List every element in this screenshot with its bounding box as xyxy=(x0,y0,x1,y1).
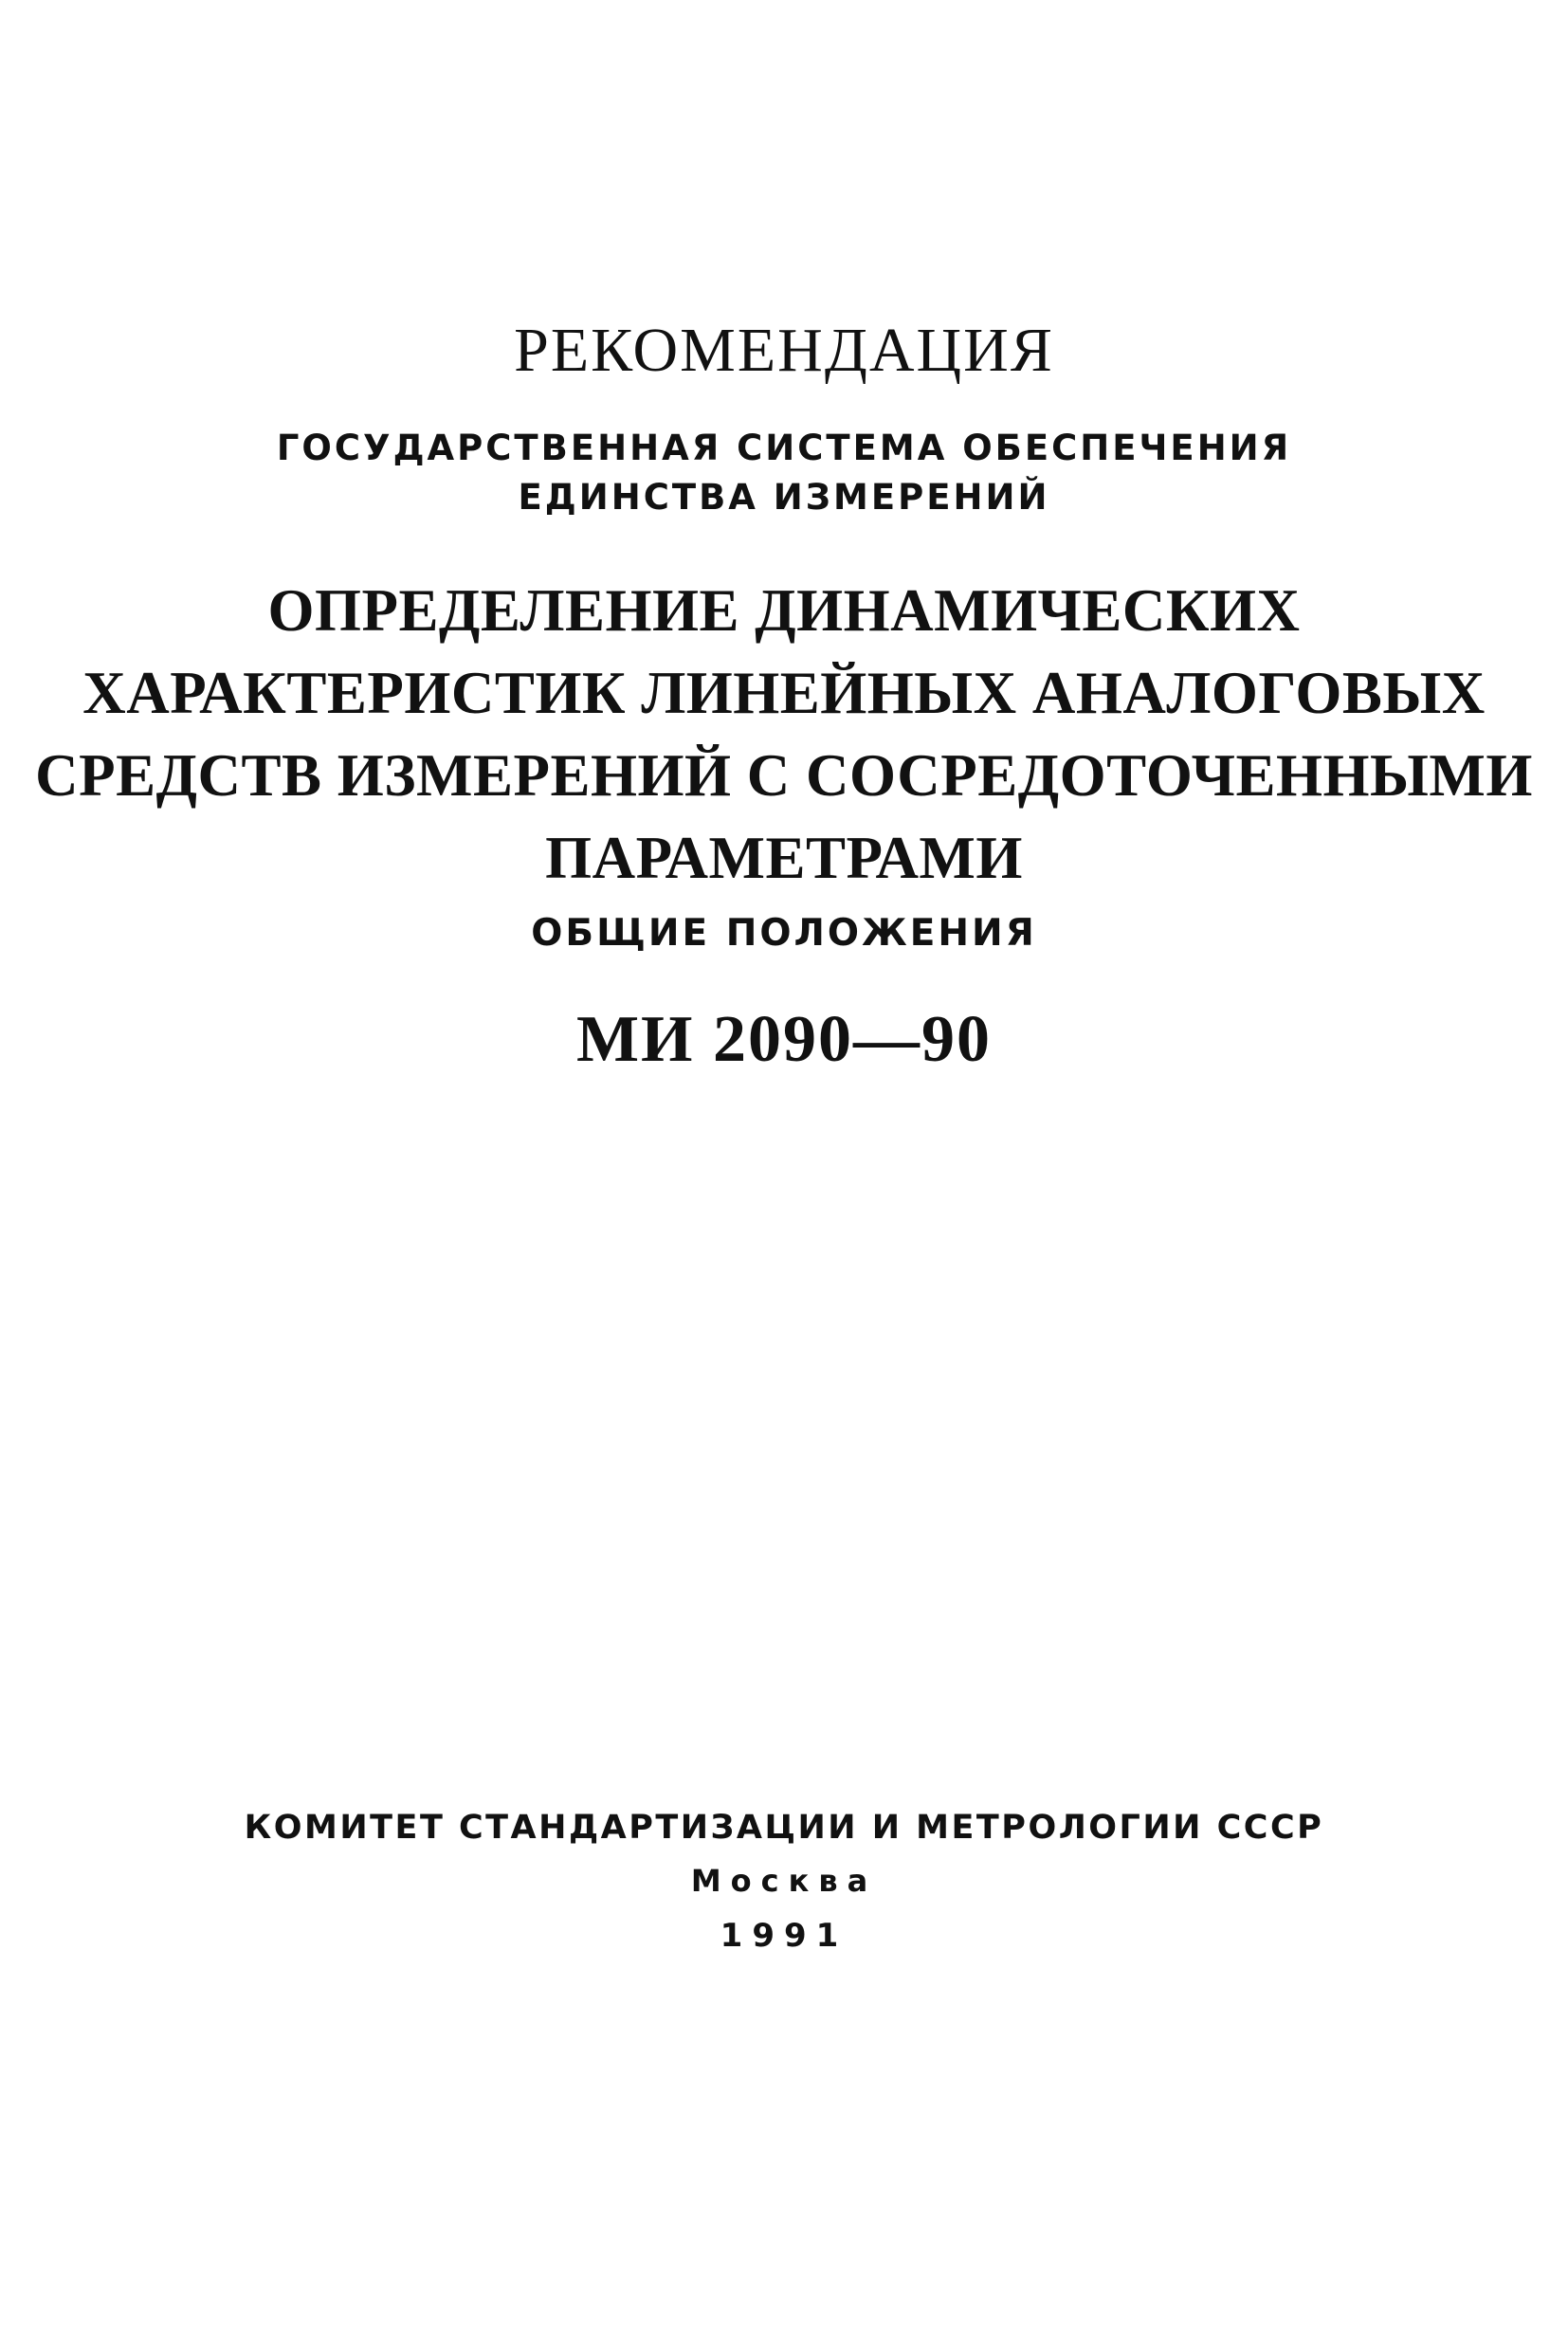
document-title-line-4: ПАРАМЕТРАМИ xyxy=(545,825,1023,891)
document-title-line-3: СРЕДСТВ ИЗМЕРЕНИЙ С СОСРЕДОТОЧЕННЫМИ xyxy=(35,742,1533,809)
document-subtitle: ОБЩИЕ ПОЛОЖЕНИЯ xyxy=(531,912,1037,955)
document-type: РЕКОМЕНДАЦИЯ xyxy=(514,316,1054,385)
publication-city: Москва xyxy=(690,1863,878,1899)
system-name-line-2: ЕДИНСТВА ИЗМЕРЕНИЙ xyxy=(518,477,1050,518)
system-name-line-1: ГОСУДАРСТВЕННАЯ СИСТЕМА ОБЕСПЕЧЕНИЯ xyxy=(276,428,1292,468)
document-designation: МИ 2090—90 xyxy=(575,1003,993,1076)
document-title-line-1: ОПРЕДЕЛЕНИЕ ДИНАМИЧЕСКИХ xyxy=(267,577,1301,644)
publisher-name: КОМИТЕТ СТАНДАРТИЗАЦИИ И МЕТРОЛОГИИ СССР xyxy=(244,1809,1324,1847)
publication-year: 1991 xyxy=(720,1917,848,1955)
document-title-line-2: ХАРАКТЕРИСТИК ЛИНЕЙНЫХ АНАЛОГОВЫХ xyxy=(82,660,1486,726)
